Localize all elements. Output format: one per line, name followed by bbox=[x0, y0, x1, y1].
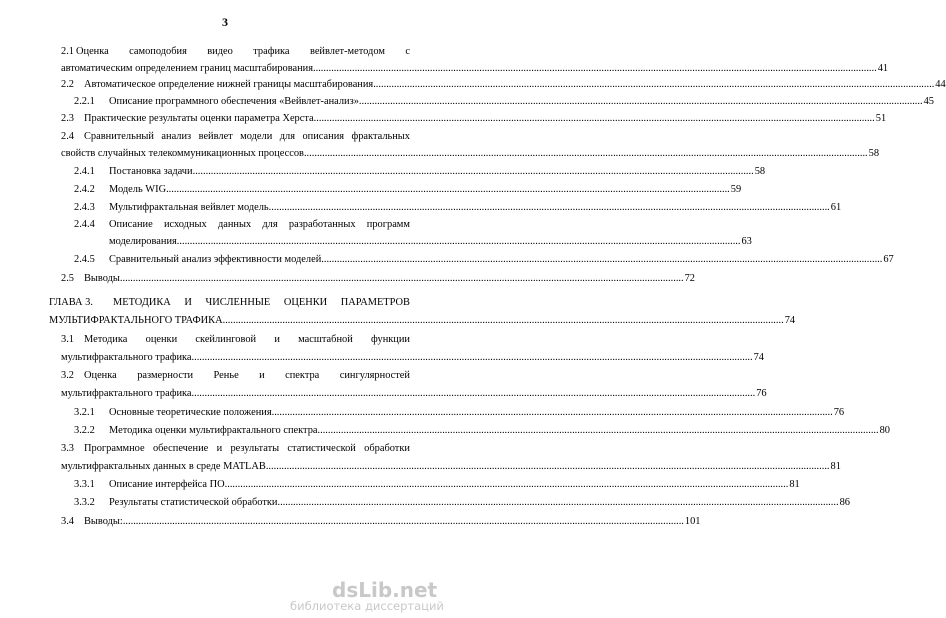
toc-entry-title: Описание интерфейса ПО. bbox=[109, 479, 228, 490]
toc-leader-dots bbox=[307, 147, 868, 160]
toc-leader-dots bbox=[123, 272, 684, 285]
toc-leader-dots bbox=[277, 496, 838, 509]
toc-entry-number: 2.4.1 bbox=[74, 166, 95, 177]
toc-entry-title: мультифрактального трафика. bbox=[61, 388, 195, 399]
toc-page-number: 45 bbox=[923, 96, 934, 107]
toc-page-number: 41 bbox=[877, 63, 889, 74]
watermark-subtitle: библиотека диссертаций bbox=[290, 599, 444, 613]
toc-entry-number: 2.5 bbox=[61, 273, 74, 284]
toc-leader-dots bbox=[321, 253, 882, 266]
toc-leader-dots bbox=[314, 112, 875, 125]
toc-page-number: 72 bbox=[684, 273, 695, 284]
toc-entry-number: 2.4.5 bbox=[74, 254, 95, 265]
toc-entry-number: 3.4 bbox=[61, 516, 74, 527]
toc-entry-number: 3.3.1 bbox=[74, 479, 95, 490]
toc-entry-number: 2.1 bbox=[61, 46, 74, 57]
toc-page-number: 44 bbox=[935, 79, 946, 90]
toc-page-number: 61 bbox=[830, 202, 842, 213]
toc-entry-title: Методика оценки скейлинговой и масштабной функции bbox=[84, 334, 410, 345]
toc-entry-title: свойств случайных телекоммуникационных процессов. bbox=[61, 148, 307, 159]
toc-entry-title: Методика оценки мультифрактального спектра bbox=[109, 425, 318, 436]
toc-leader-dots bbox=[192, 351, 753, 364]
toc-leader-dots bbox=[123, 515, 684, 528]
toc-page-number: 101 bbox=[684, 516, 701, 527]
toc-entry-number: 2.2 bbox=[61, 79, 74, 90]
toc-page-number: 81 bbox=[789, 479, 800, 490]
toc-entry-title: Постановка задачи bbox=[109, 166, 193, 177]
toc-entry-number: 2.4.4 bbox=[74, 219, 95, 230]
toc-leader-dots bbox=[194, 387, 755, 400]
toc-leader-dots bbox=[318, 424, 879, 437]
toc-entry-title: мультифрактальных данных в среде MATLAB. bbox=[61, 461, 269, 472]
toc-page-number: 74 bbox=[753, 352, 764, 363]
toc-entry-title: моделирования. bbox=[109, 236, 180, 247]
toc-leader-dots bbox=[193, 165, 754, 178]
toc-entry-number: 3.2.2 bbox=[74, 425, 95, 436]
toc-page-number: 63 bbox=[741, 236, 752, 247]
toc-entry-title: Оценка самоподобия видео трафика вейвлет-методом с bbox=[76, 46, 410, 57]
toc-page-number: 86 bbox=[839, 497, 850, 508]
toc-entry-title: Описание программного обеспечения «Вейвлет-анализ». bbox=[109, 96, 362, 107]
toc-page-number: 81 bbox=[830, 461, 841, 472]
toc-leader-dots bbox=[223, 314, 784, 327]
toc-page-number: 74 bbox=[784, 315, 796, 326]
toc-entry-number: 2.4.3 bbox=[74, 202, 95, 213]
toc-entry-title: МЕТОДИКА И ЧИСЛЕННЫЕ ОЦЕНКИ ПАРАМЕТРОВ bbox=[113, 297, 410, 308]
toc-page-number: 80 bbox=[879, 425, 890, 436]
toc-page-number: 51 bbox=[875, 113, 887, 124]
toc-page-number: 59 bbox=[730, 184, 742, 195]
toc-entry-title: мультифрактального трафика bbox=[61, 352, 192, 363]
page-number: 3 bbox=[222, 15, 228, 29]
toc-entry-number: 3.2.1 bbox=[74, 407, 95, 418]
toc-entry-number: 3.3 bbox=[61, 443, 74, 454]
watermark-logo: dsLib.net bbox=[332, 578, 438, 602]
toc-entry-title: Основные теоретические положения bbox=[109, 407, 272, 418]
toc-leader-dots bbox=[272, 406, 833, 419]
toc-entry-title: МУЛЬТИФРАКТАЛЬНОГО ТРАФИКА bbox=[49, 315, 223, 326]
toc-page-number: 67 bbox=[883, 254, 894, 265]
toc-entry-title: Сравнительный анализ эффективности моделей bbox=[109, 254, 322, 265]
toc-entry-title: Автоматическое определение нижней границы масштабирования bbox=[84, 79, 374, 90]
toc-page-number: 58 bbox=[868, 148, 880, 159]
toc-entry-title: Выводы: bbox=[84, 516, 123, 527]
toc-entry-number: 3.3.2 bbox=[74, 497, 95, 508]
toc-entry-number: 2.4 bbox=[61, 131, 74, 142]
toc-entry-number: 3.2 bbox=[61, 370, 74, 381]
toc-entry-number: 2.2.1 bbox=[74, 96, 95, 107]
toc-leader-dots bbox=[268, 460, 829, 473]
toc-leader-dots bbox=[179, 235, 740, 248]
toc-page-number: 76 bbox=[756, 388, 767, 399]
toc-entry-number: 2.3 bbox=[61, 113, 74, 124]
toc-page-number: 58 bbox=[754, 166, 766, 177]
toc-leader-dots bbox=[362, 95, 923, 108]
toc-entry-number: 2.4.2 bbox=[74, 184, 95, 195]
toc-entry-title: Оценка размерности Ренье и спектра сингулярностей bbox=[84, 370, 410, 381]
toc-leader-dots bbox=[316, 62, 877, 75]
toc-page-number: 76 bbox=[833, 407, 845, 418]
toc-entry-title: Программное обеспечение и результаты статистической обработки bbox=[84, 443, 410, 454]
toc-entry-title: автоматическим определением границ масштабирования. bbox=[61, 63, 316, 74]
toc-entry-title: Мультифрактальная вейвлет модель bbox=[109, 202, 269, 213]
toc-entry-title: Описание исходных данных для разработанных программ bbox=[109, 219, 410, 230]
toc-entry-title: Результаты статистической обработки bbox=[109, 497, 278, 508]
toc-leader-dots bbox=[373, 78, 934, 91]
toc-entry-title: Выводы. bbox=[84, 273, 123, 284]
toc-entry-title: Практические результаты оценки параметра Херста bbox=[84, 113, 314, 124]
toc-leader-dots bbox=[169, 183, 730, 196]
toc-entry-number: 3.1 bbox=[61, 334, 74, 345]
toc-leader-dots bbox=[227, 478, 788, 491]
toc-entry-title: Сравнительный анализ вейвлет модели для описания фрактальных bbox=[84, 131, 410, 142]
toc-leader-dots bbox=[269, 201, 830, 214]
toc-entry-title: Модель WIG. bbox=[109, 184, 169, 195]
toc-entry-number: ГЛАВА 3. bbox=[49, 297, 93, 308]
